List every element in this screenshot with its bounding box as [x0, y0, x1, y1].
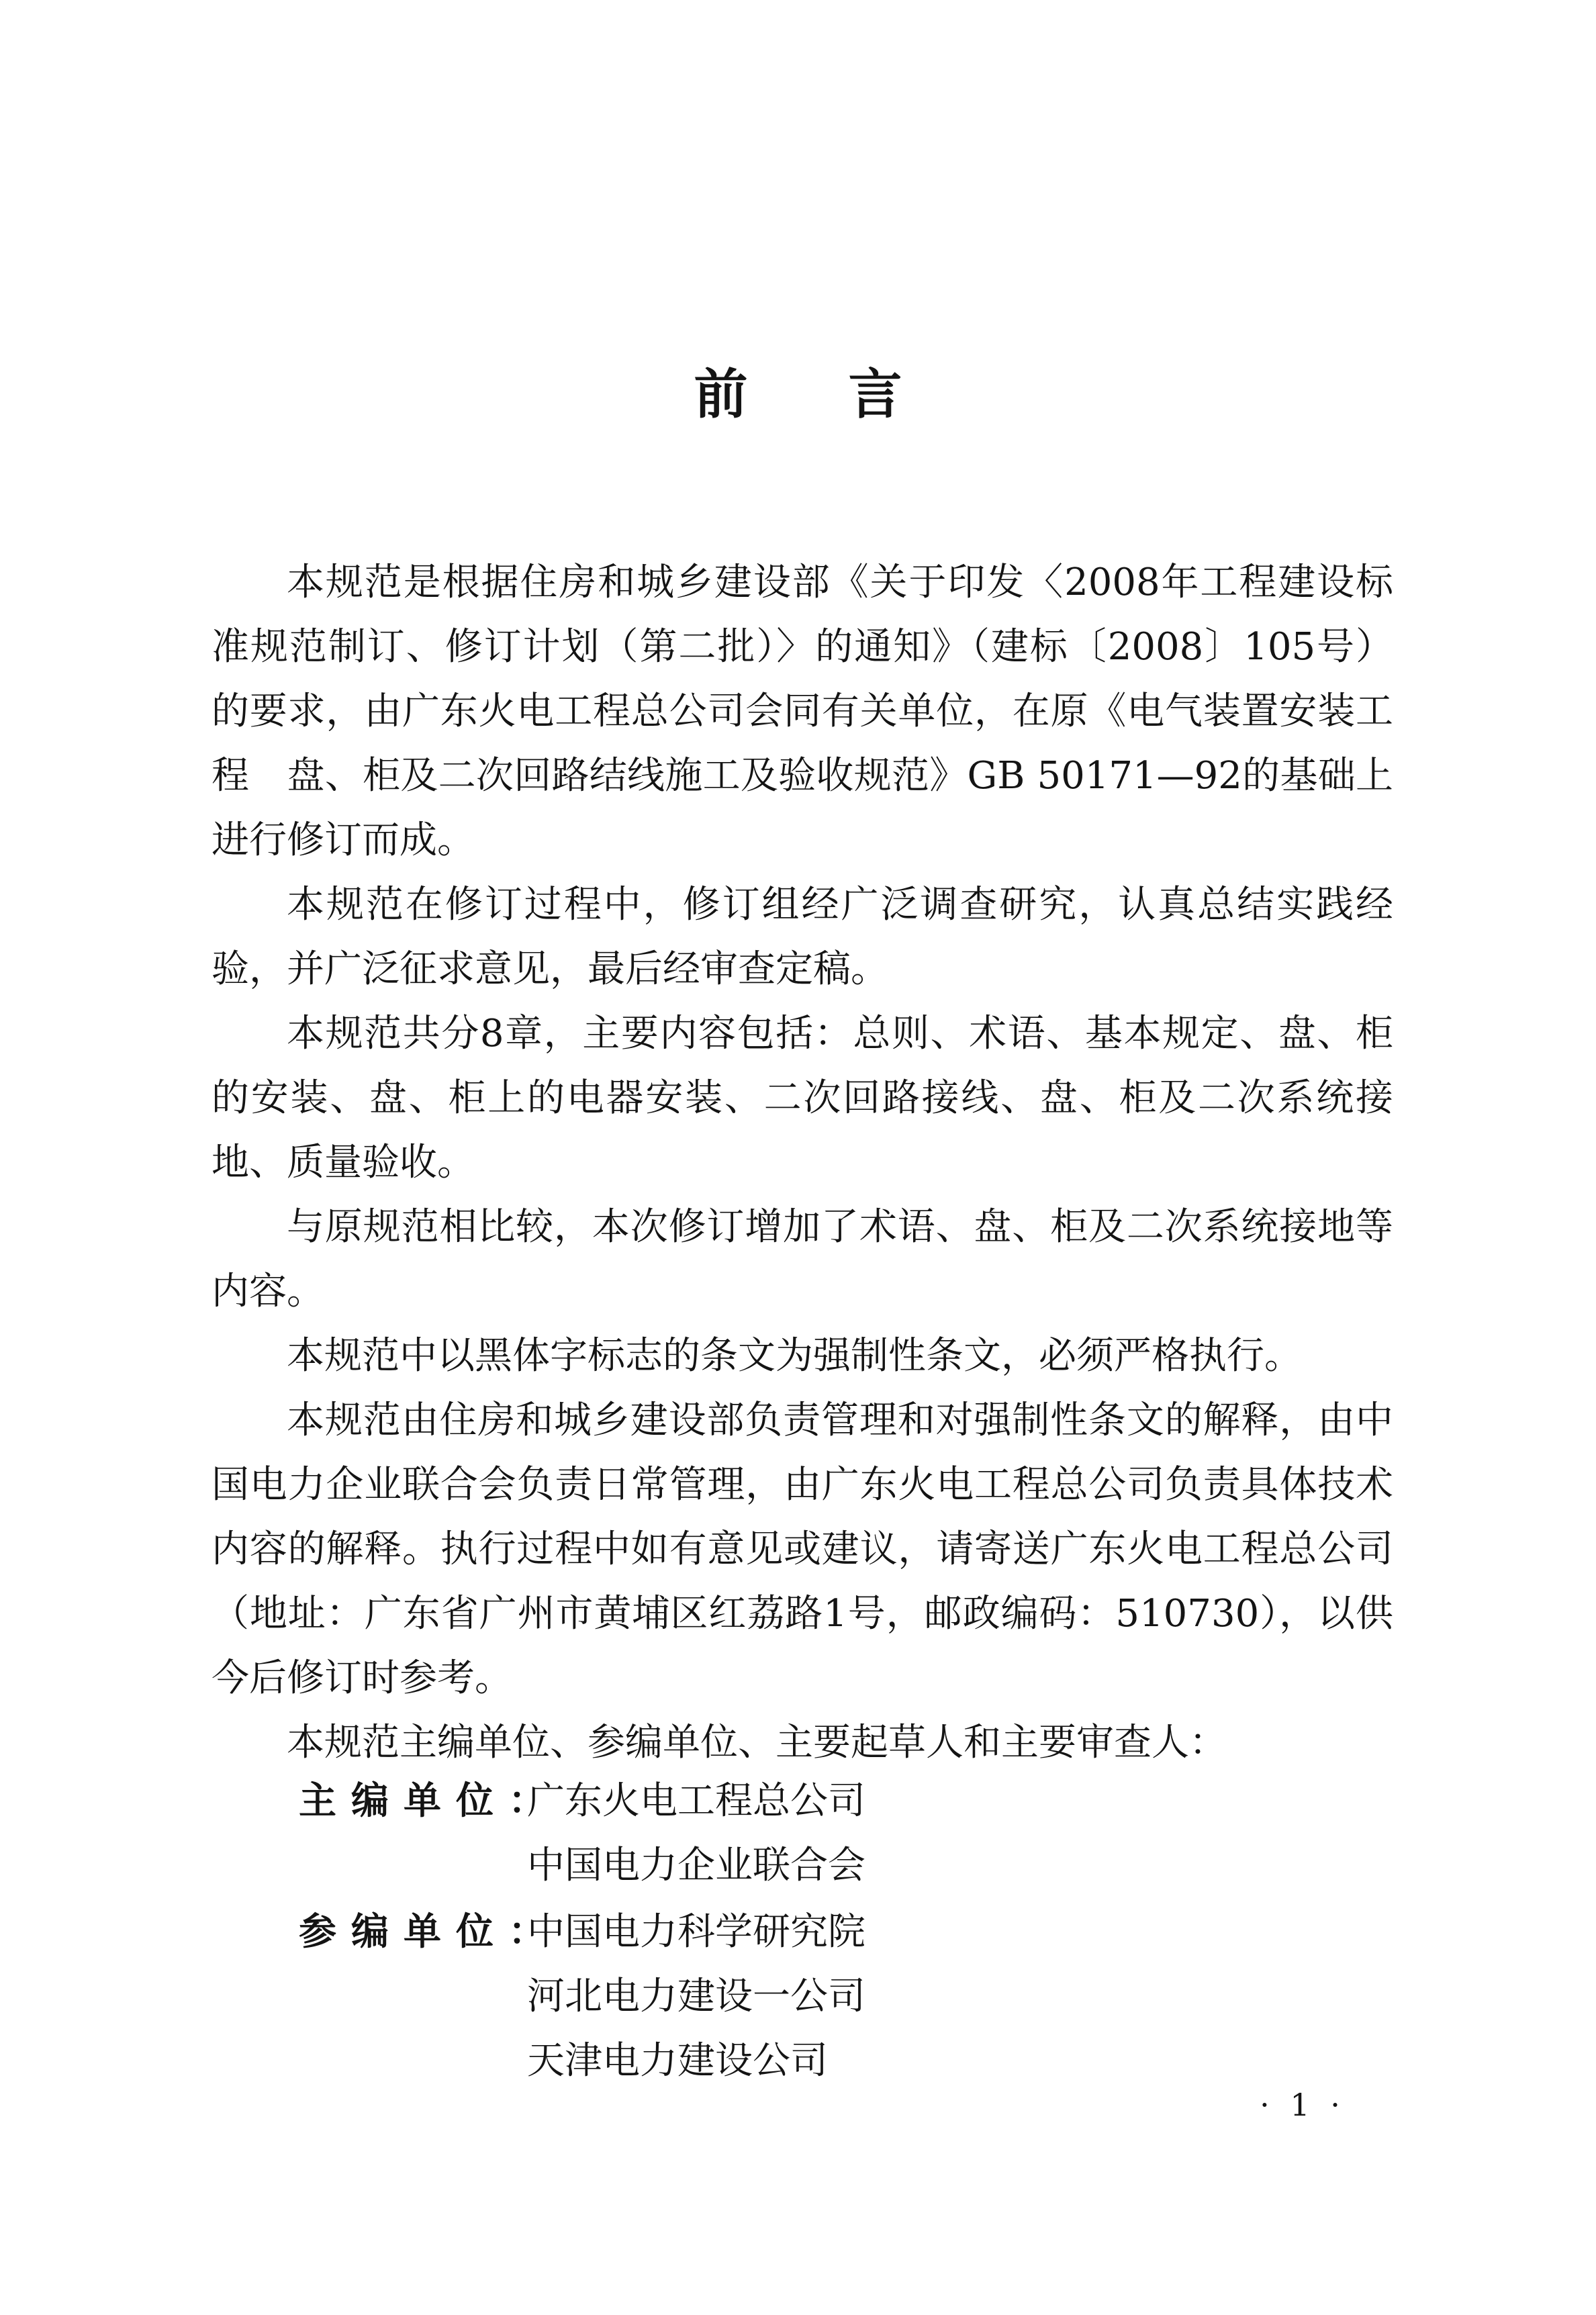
- participating-unit: 中国电力科学研究院: [527, 1910, 865, 1954]
- paragraph-process: 本规范在修订过程中，修订组经广泛调查研究，认真总结实践经验，并广泛征求意见，最后经审查定稿。: [212, 883, 1393, 991]
- unit-row: [299, 1769, 865, 1834]
- preface-body: [212, 551, 1393, 1775]
- page-number: · 1 ·: [1260, 2087, 1346, 2123]
- paragraph-mandatory: 本规范中以黑体字标志的条文为强制性条文，必须严格执行。: [287, 1334, 1302, 1378]
- paragraph-contents: 本规范共分8章，主要内容包括：总则、术语、基本规定、盘、柜的安装、盘、柜上的电器安装、二次回路接线、盘、柜及二次系统接地、质量验收。: [212, 1012, 1393, 1184]
- chief-editor-label: 主编单位：: [299, 1779, 561, 1823]
- chief-editor-unit: 中国电力企业联合会: [527, 1844, 865, 1887]
- paragraph-management: 本规范由住房和城乡建设部负责管理和对强制性条文的解释，由中国电力企业联合会负责日常管理，由广东火电工程总公司负责具体技术内容的解释。执行过程中如有意见或建议，请寄送广东火电工程总公司（地址：广东省广州市黄埔区红荔路1号，邮政编码：510730），以供今后修订时参考。: [212, 1399, 1393, 1700]
- participating-units: [299, 1900, 865, 2093]
- unit-row: [299, 1900, 865, 1965]
- page-title: 前言: [694, 363, 1003, 426]
- unit-row: [299, 2029, 865, 2093]
- paragraph-units-intro: 本规范主编单位、参编单位、主要起草人和主要审查人：: [287, 1721, 1227, 1764]
- paragraph-changes: 与原规范相比较，本次修订增加了术语、盘、柜及二次系统接地等内容。: [212, 1205, 1393, 1313]
- unit-row: [299, 1834, 865, 1898]
- unit-row: [299, 1965, 865, 2029]
- participating-label: 参编单位：: [299, 1910, 561, 1954]
- chief-editor-unit: 广东火电工程总公司: [527, 1779, 865, 1823]
- participating-unit: 天津电力建设公司: [527, 2039, 828, 2083]
- participating-unit: 河北电力建设一公司: [527, 1975, 865, 2018]
- chief-editor-units: [299, 1769, 865, 1898]
- paragraph-basis: 本规范是根据住房和城乡建设部《关于印发〈2008年工程建设标准规范制订、修订计划（第二批）〉的通知》（建标〔2008〕105号）的要求，由广东火电工程总公司会同有关单位，在原《电气装置安装工程 盘、柜及二次回路结线施工及验收规范》GB 50171—92的基础上进行修订而成。: [212, 561, 1393, 862]
